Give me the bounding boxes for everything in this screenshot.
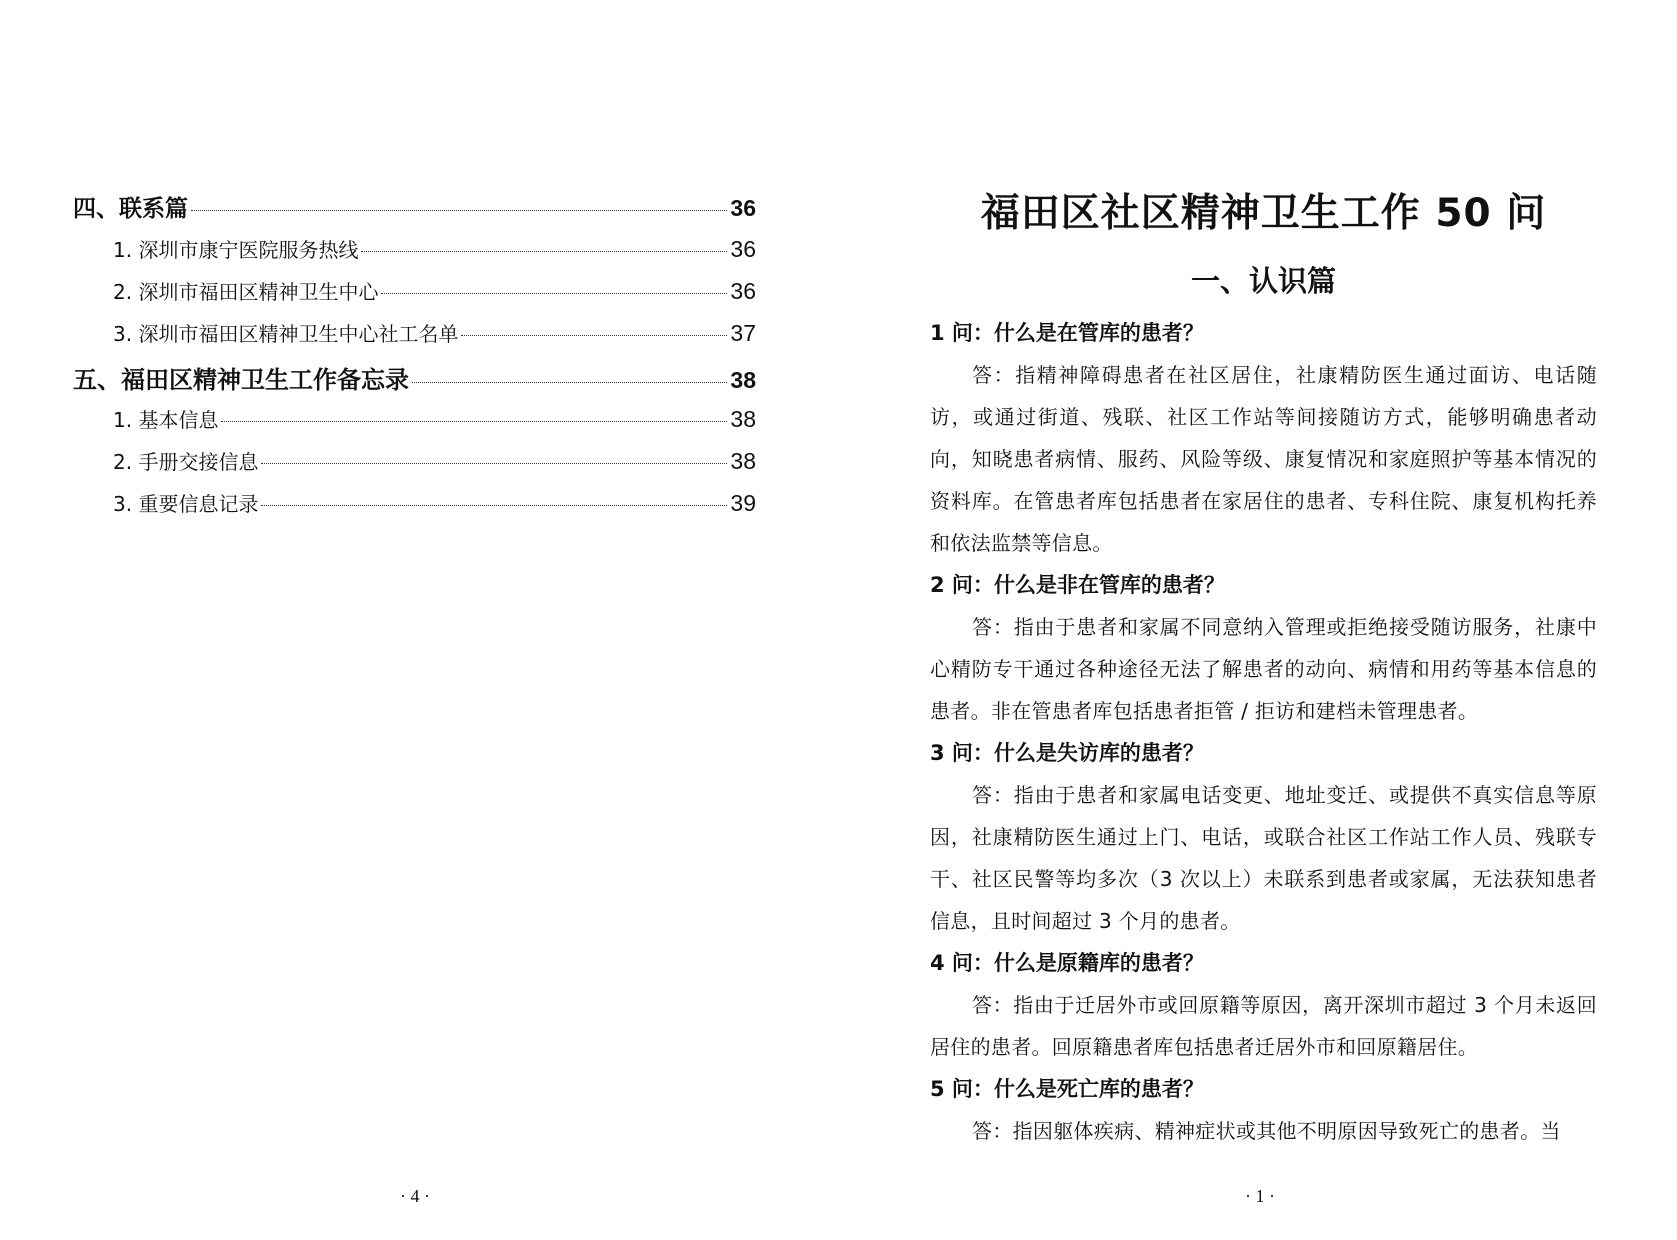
question-heading: 4 问：什么是原籍库的患者？ [930, 951, 1204, 975]
question-heading: 3 问：什么是失访库的患者？ [930, 741, 1204, 765]
toc-entry-page: 39 [730, 490, 756, 516]
toc-entry-title: 五、福田区精神卫生工作备忘录 [73, 366, 409, 394]
toc-entry-page: 36 [730, 278, 756, 304]
toc-entry-page: 38 [730, 406, 756, 432]
toc-entry-futian-center[interactable] [73, 276, 756, 318]
toc-leader-dots [412, 382, 727, 383]
toc-entry-social-workers[interactable] [73, 318, 756, 360]
section-title: 一、认识篇 [1190, 264, 1336, 298]
toc-entry-title: 3. 重要信息记录 [113, 492, 259, 516]
toc-entry-title: 1. 深圳市康宁医院服务热线 [113, 238, 359, 262]
toc-entry-title: 2. 手册交接信息 [113, 450, 259, 474]
toc-entry-contact[interactable] [73, 190, 756, 234]
document-title: 福田区社区精神卫生工作 50 问 [980, 191, 1547, 236]
toc-leader-dots [221, 421, 727, 422]
toc-leader-dots [261, 463, 727, 464]
toc-leader-dots [261, 505, 727, 506]
toc-entry-basic-info[interactable] [73, 404, 756, 446]
answer-paragraph: 答：指由于迁居外市或回原籍等原因，离开深圳市超过 3 个月未返回居住的患者。回原籍患者库包括患者迁居外市和回原籍居住。 [930, 993, 1597, 1059]
question-heading: 2 问：什么是非在管库的患者？ [930, 573, 1225, 597]
table-of-contents [73, 190, 756, 530]
toc-entry-page: 37 [730, 320, 756, 346]
toc-entry-title: 3. 深圳市福田区精神卫生中心社工名单 [113, 322, 459, 346]
toc-entry-page: 36 [730, 195, 756, 221]
toc-leader-dots [191, 210, 727, 211]
question-heading: 1 问：什么是在管库的患者？ [930, 321, 1204, 345]
toc-entry-important-records[interactable] [73, 488, 756, 530]
answer-paragraph: 答：指由于患者和家属电话变更、地址变迁、或提供不真实信息等原因，社康精防医生通过上门、电话，或联合社区工作站工作人员、残联专干、社区民警等均多次（3 次以上）未联系到患者或家属，无法获知患者信息，且时间超过 3 个月的患者。 [930, 783, 1597, 933]
toc-leader-dots [361, 251, 727, 252]
toc-entry-page: 36 [730, 236, 756, 262]
left-page-number: · 4 · [400, 1186, 430, 1206]
toc-entry-title: 1. 基本信息 [113, 408, 219, 432]
toc-entry-handover-info[interactable] [73, 446, 756, 488]
toc-entry-page: 38 [730, 367, 756, 393]
answer-paragraph: 答：指由于患者和家属不同意纳入管理或拒绝接受随访服务，社康中心精防专干通过各种途径无法了解患者的动向、病情和用药等基本信息的患者。非在管患者库包括患者拒管 / 拒访和建档未管理患者。 [930, 615, 1597, 723]
toc-entry-title: 四、联系篇 [73, 196, 188, 222]
right-page [930, 188, 1597, 1152]
question-heading: 5 问：什么是死亡库的患者？ [930, 1077, 1204, 1101]
answer-paragraph: 答：指因躯体疾病、精神症状或其他不明原因导致死亡的患者。当 [972, 1119, 1561, 1143]
toc-entry-memo[interactable] [73, 360, 756, 404]
toc-entry-title: 2. 深圳市福田区精神卫生中心 [113, 280, 379, 304]
right-page-number: · 1 · [1245, 1186, 1275, 1206]
toc-leader-dots [381, 293, 727, 294]
toc-entry-kangning-hotline[interactable] [73, 234, 756, 276]
toc-entry-page: 38 [730, 448, 756, 474]
toc-leader-dots [461, 335, 727, 336]
answer-paragraph: 答：指精神障碍患者在社区居住，社康精防医生通过面访、电话随访，或通过街道、残联、社区工作站等间接随访方式，能够明确患者动向，知晓患者病情、服药、风险等级、康复情况和家庭照护等基本情况的资料库。在管患者库包括患者在家居住的患者、专科住院、康复机构托养和依法监禁等信息。 [930, 363, 1597, 555]
